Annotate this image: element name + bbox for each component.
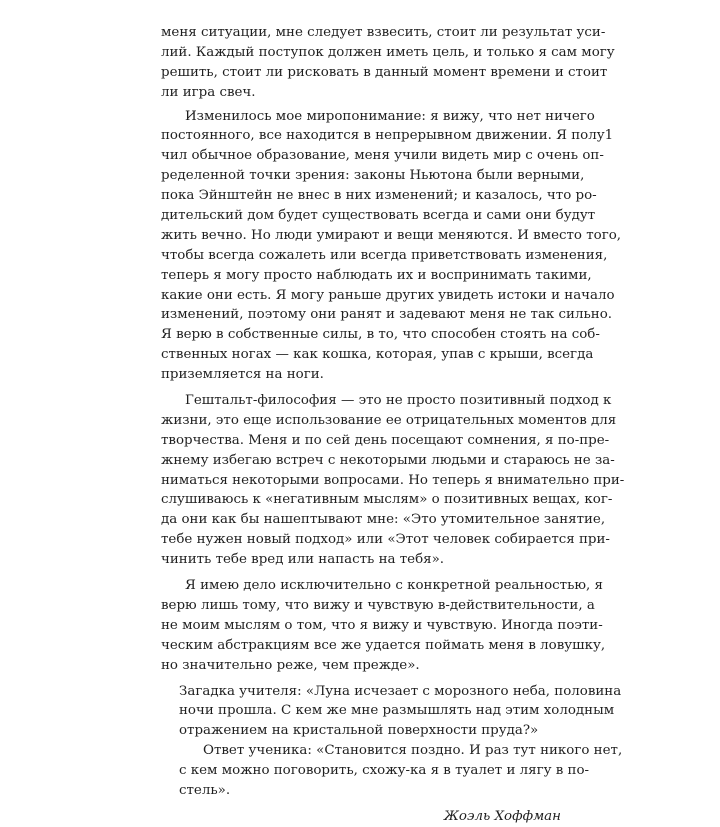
- paragraph-4: [161, 576, 606, 675]
- paragraph-1: [161, 23, 615, 103]
- text-line: постоянного, все находится в непрерывном движении. Я полу1: [161, 128, 614, 144]
- answer-line: с кем можно поговорить, схожу-ка я в туалет и лягу в по-: [179, 763, 590, 779]
- riddle-line: отражением на кристальной поверхности пруда?»: [179, 723, 539, 739]
- text-line: да они как бы нашептывают мне: «Это утомительное занятие,: [161, 512, 606, 528]
- text-line: чтобы всегда сожалеть или всегда приветствовать изменения,: [161, 247, 608, 263]
- text-line: не моим мыслям о том, что я вижу и чувствую. Иногда поэти-: [161, 617, 603, 633]
- text-line: чил обычное образование, меня учили видеть мир с очень оп-: [161, 148, 604, 164]
- text-line: жнему избегаю встреч с некоторыми людьми и стараюсь не за-: [161, 452, 615, 468]
- text-line: верю лишь тому, что вижу и чувствую в-действительности, а: [161, 597, 595, 613]
- text-line: какие они есть. Я могу раньше других увидеть истоки и начало: [161, 287, 615, 303]
- text-line: творчества. Меня и по сей день посещают сомнения, я по-пре-: [161, 432, 610, 448]
- text-line: меня ситуации, мне следует взвесить, стоит ли результат уси-: [161, 25, 606, 40]
- text-line: ли игра свеч.: [161, 84, 256, 100]
- paragraph-3: [161, 391, 625, 570]
- text-line: пока Эйнштейн не внес в них изменений; и казалось, что ро-: [161, 188, 597, 204]
- author-signature: Жоэль Хоффман: [443, 808, 561, 824]
- riddle-line: ночи прошла. С кем же мне размышлять над этим холодным: [179, 703, 615, 719]
- text-line: приземляется на ноги.: [161, 367, 324, 383]
- text-line: жить вечно. Но люди умирают и вещи меняются. И вместо того,: [161, 227, 622, 243]
- text-line: дительский дом будет существовать всегда и сами они будут: [161, 208, 596, 224]
- text-line: решить, стоит ли рисковать в данный момент времени и стоит: [161, 64, 608, 80]
- text-line: чинить тебе вред или напасть на тебя».: [161, 552, 445, 568]
- text-line: теперь я могу просто наблюдать их и воспринимать такими,: [161, 267, 592, 283]
- text-line: жизни, это еще использование ее отрицательных моментов для: [161, 412, 617, 428]
- paragraph-2: [161, 107, 622, 385]
- text-line: Изменилось мое миропонимание: я вижу, что нет ничего: [185, 108, 595, 124]
- text-line: изменений, поэтому они ранят и задевают меня не так сильно.: [161, 307, 613, 323]
- text-line: слушиваюсь к «негативным мыслям» о позитивных вещах, ког-: [161, 492, 613, 508]
- riddle-line: Загадка учителя: «Луна исчезает с морозного неба, половина: [179, 683, 622, 699]
- answer-line: Ответ ученика: «Становится поздно. И раз тут никого нет,: [203, 743, 623, 759]
- text-line: Гештальт-философия — это не просто позитивный подход к: [185, 393, 612, 409]
- riddle-block: [161, 682, 623, 801]
- text-line: ческим абстракциям все же удается поймать меня в ловушку,: [161, 637, 606, 653]
- text-line: но значительно реже, чем прежде».: [161, 657, 420, 673]
- text-line: ределенной точки зрения: законы Ньютона были верными,: [161, 168, 585, 184]
- page-body: [161, 23, 625, 827]
- answer-line: стель».: [179, 782, 231, 798]
- text-line: ниматься некоторыми вопросами. Но теперь я внимательно при-: [161, 472, 625, 488]
- text-line: Я верю в собственные силы, в то, что способен стоять на соб-: [161, 327, 600, 343]
- text-line: лий. Каждый поступок должен иметь цель, и только я сам могу: [161, 44, 615, 60]
- text-line: Я имею дело исключительно с конкретной реальностью, я: [185, 578, 603, 594]
- text-line: ственных ногах — как кошка, которая, упав с крыши, всегда: [161, 347, 594, 363]
- text-line: тебе нужен новый подход» или «Этот человек собирается при-: [161, 532, 610, 548]
